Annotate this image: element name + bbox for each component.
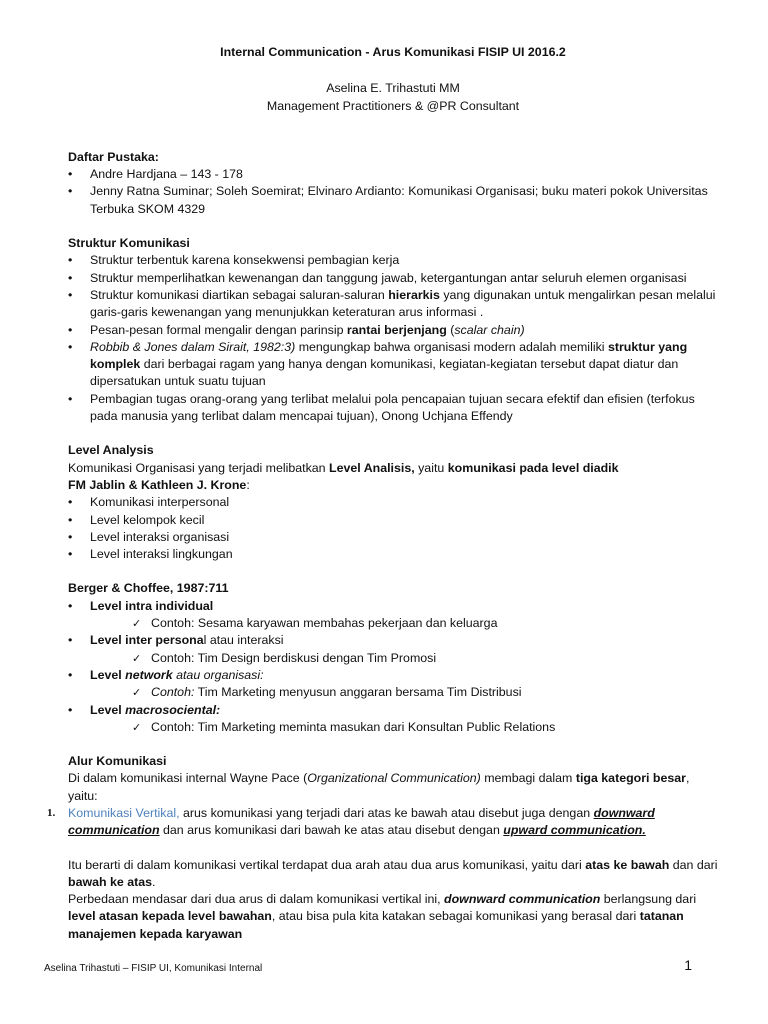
level-analysis-text: Komunikasi Organisasi yang terjadi melibatkan Level Analisis, yaitu komunikasi pada level diadik	[68, 460, 619, 475]
struktur-item: • Struktur komunikasi diartikan sebagai saluran-saluran hierarkis yang digunakan untuk mengalirkan pesan melalui garis-garis kewenangan yang menunjukkan keteraturan arus informasi .	[68, 287, 718, 322]
example-item: ✓ Contoh: Tim Marketing meminta masukan dari Konsultan Public Relations	[132, 719, 718, 736]
level-item: • Level interaksi organisasi	[68, 529, 718, 546]
reference-list	[68, 166, 718, 218]
level-analysis-list	[68, 494, 718, 563]
level-item: • Level kelompok kecil	[68, 512, 718, 529]
alur-intro: Di dalam komunikasi internal Wayne Pace (Organizational Communication) membagi dalam tiga kategori besar, yaitu:	[68, 771, 690, 803]
page-footer	[44, 957, 692, 976]
daftar-pustaka-heading: Daftar Pustaka:	[68, 149, 159, 164]
numbered-item-vertical: 1. Komunikasi Vertikal, arus komunikasi yang terjadi dari atas ke bawah atau disebut juga dengan downward communication dan arus komunikasi dari bawah ke atas atau disebut dengan upward communication.	[47, 805, 655, 838]
struktur-item: • Robbib & Jones dalam Sirait, 1982:3) mengungkap bahwa organisasi modern adalah memiliki struktur yang komplek dari berbagai ragam yang hanya dengan komunikasi, kegiatan-kegiatan tersebut dapat diatur dan dipersatukan untuk suatu tujuan	[68, 339, 718, 391]
struktur-item: • Pesan-pesan formal mengalir dengan parinsip rantai berjenjang (scalar chain)	[68, 322, 718, 339]
berger-item: • Level network atau organisasi: ✓ Contoh: Tim Marketing menyusun anggaran bersama Tim Distribusi	[68, 667, 718, 702]
struktur-item: • Struktur memperlihatkan kewenangan dan tanggung jawab, ketergantungan antar seluruh elemen organisasi	[68, 270, 718, 287]
struktur-item: • Struktur terbentuk karena konsekwensi pembagian kerja	[68, 252, 718, 269]
reference-item: • Andre Hardjana – 143 - 178	[68, 166, 718, 183]
page-number: 1	[684, 957, 692, 973]
footer-text: Aselina Trihastuti – FISIP UI, Komunikasi Internal	[44, 963, 263, 974]
level-item: • Level interaksi lingkungan	[68, 546, 718, 563]
example-item: ✓ Contoh: Sesama karyawan membahas pekerjaan dan keluarga	[132, 615, 718, 632]
paragraph-difference: Perbedaan mendasar dari dua arus di dalam komunikasi vertikal ini, downward communication berlangsung dari level atasan kepada level bawahan, atau bisa pula kita katakan sebagai komunikasi yang berasal dari tatanan manajemen kepada karyawan	[68, 892, 697, 941]
berger-item: • Level intra individual ✓ Contoh: Sesama karyawan membahas pekerjaan dan keluarga	[68, 598, 718, 633]
level-analysis-heading: Level Analysis	[68, 443, 154, 458]
level-analysis-source: FM Jablin & Kathleen J. Krone:	[68, 477, 250, 492]
struktur-heading: Struktur Komunikasi	[68, 236, 190, 251]
reference-item: • Jenny Ratna Suminar; Soleh Soemirat; Elvinaro Ardianto: Komunikasi Organisasi; buku materi pokok Universitas Terbuka SKOM 4329	[68, 183, 718, 218]
level-item: • Komunikasi interpersonal	[68, 494, 718, 511]
list-number: 1.	[47, 806, 56, 819]
berger-item: • Level inter personal atau interaksi ✓ Contoh: Tim Design berdiskusi dengan Tim Promosi	[68, 632, 718, 667]
struktur-list	[68, 252, 718, 425]
author-role: Management Practitioners & @PR Consultant	[266, 98, 520, 113]
author-name: Aselina E. Trihastuti MM	[326, 81, 460, 96]
document-title: Internal Communication - Arus Komunikasi FISIP UI 2016.2	[220, 45, 566, 59]
document-body	[47, 44, 718, 943]
alur-heading: Alur Komunikasi	[68, 754, 167, 769]
paragraph-vertical: Itu berarti di dalam komunikasi vertikal terdapat dua arah atau dua arus komunikasi, yaitu dari atas ke bawah dan dari bawah ke atas.	[68, 857, 718, 889]
berger-heading: Berger & Choffee, 1987:711	[68, 581, 229, 596]
berger-item: • Level macrosociental: ✓ Contoh: Tim Marketing meminta masukan dari Konsultan Public Relations	[68, 702, 718, 737]
example-item: ✓ Contoh: Tim Marketing menyusun anggaran bersama Tim Distribusi	[132, 684, 718, 701]
example-item: ✓ Contoh: Tim Design berdiskusi dengan Tim Promosi	[132, 650, 718, 667]
struktur-item: • Pembagian tugas orang-orang yang terlibat melalui pola pencapaian tujuan secara efektif dan efisien (terfokus pada manusia yang terlibat dalam mencapai tujuan), Onong Uchjana Effendy	[68, 391, 718, 426]
berger-list	[68, 598, 718, 736]
